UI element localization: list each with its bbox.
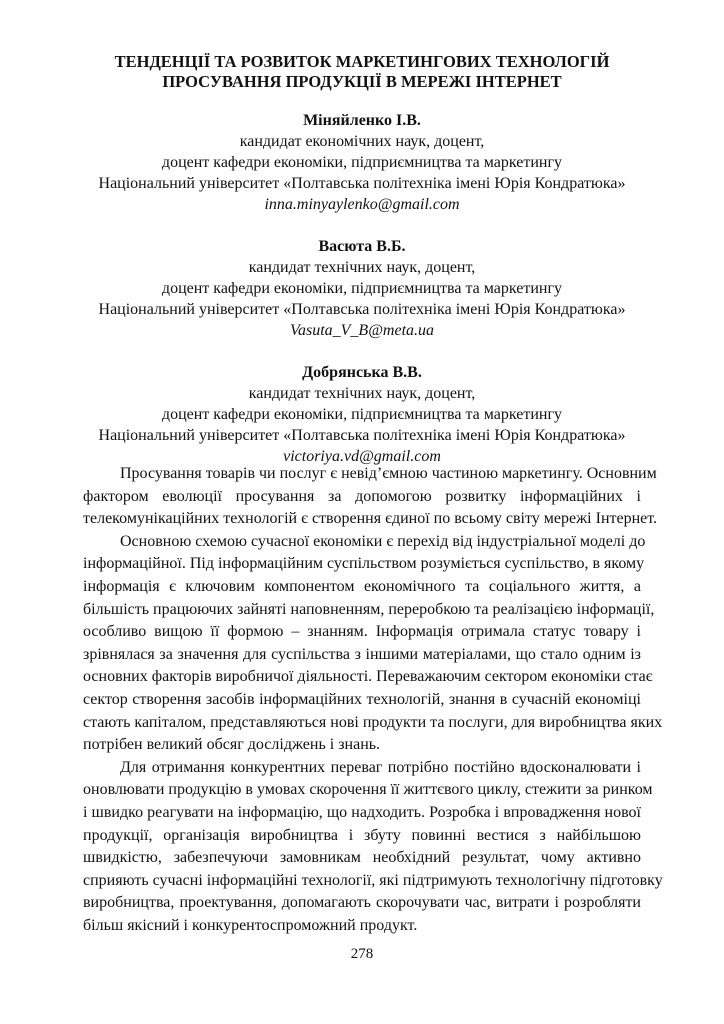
text-line: інформація є ключовим компонентом економічного та соціального життя, а bbox=[83, 577, 641, 595]
text-line: потрібен великий обсяг досліджень і знань. bbox=[83, 736, 381, 754]
text-line: Для отримання конкурентних переваг потрібно постійно вдосконалювати і bbox=[120, 758, 641, 776]
author-email[interactable]: Vasuta_V_B@meta.ua bbox=[289, 322, 435, 339]
text-line: інформаційної. Під інформаційним суспільством розуміється суспільство, в якому bbox=[83, 555, 645, 573]
author-name: Добрянська В.В. bbox=[302, 364, 422, 381]
author-degree: кандидат технічних наук, доцент, bbox=[248, 259, 476, 276]
text-line: фактором еволюції просування за допомогою розвитку інформаційних і bbox=[83, 487, 641, 505]
paragraph bbox=[83, 463, 658, 531]
article-body bbox=[83, 463, 663, 937]
text-line: більш якісний і конкурентоспроможний продукт. bbox=[83, 916, 418, 934]
text-line: і швидко реагувати на інформацію, що надходить. Розробка і впровадження нової bbox=[83, 803, 641, 821]
author-name: Васюта В.Б. bbox=[318, 238, 406, 255]
text-line: особливо вищою її формою – знанням. Інформація отримала статус товару і bbox=[83, 623, 641, 641]
author-block bbox=[0, 362, 724, 467]
paragraph bbox=[83, 531, 663, 757]
author-position: доцент кафедри економіки, підприємництва та маркетингу bbox=[161, 406, 563, 423]
author-list bbox=[0, 110, 724, 488]
article-title bbox=[0, 52, 724, 92]
text-line: Основною схемою сучасної економіки є перехід від індустріальної моделі до bbox=[120, 532, 646, 550]
author-block bbox=[0, 110, 724, 215]
author-org: Національний університет «Полтавська політехніка імені Юрія Кондратюка» bbox=[98, 301, 626, 318]
author-name: Міняйленко І.В. bbox=[303, 112, 421, 129]
text-line: зрівнялася за значення для суспільства з іншими матеріалами, що стало одним із bbox=[83, 645, 641, 663]
text-line: сектор створення засобів інформаційних технологій, знання в сучасній економіці bbox=[83, 690, 641, 708]
text-line: Просування товарів чи послуг є невід’ємною частиною маркетингу. Основним bbox=[120, 465, 657, 482]
author-org: Національний університет «Полтавська політехніка імені Юрія Кондратюка» bbox=[98, 427, 626, 444]
author-degree: кандидат економічних наук, доцент, bbox=[239, 133, 485, 150]
author-block bbox=[0, 236, 724, 341]
page-number: 278 bbox=[350, 946, 374, 962]
title-line: ТЕНДЕНЦІЇ ТА РОЗВИТОК МАРКЕТИНГОВИХ ТЕХНОЛОГІЙ bbox=[114, 52, 610, 71]
text-line: швидкістю, забезпечуючи замовникам необхідний результат, чому активно bbox=[83, 849, 641, 867]
author-email[interactable]: victoriya.vd@gmail.com bbox=[283, 448, 441, 465]
text-line: сприяють сучасні інформаційні технології, які підтримують технологічну підготовку bbox=[83, 871, 663, 889]
text-line: оновлювати продукцію в умовах скорочення її життєвого циклу, стежити за ринком bbox=[83, 781, 653, 799]
text-line: основних факторів виробничої діяльності. Переважаючим сектором економіки стає bbox=[83, 668, 653, 686]
author-degree: кандидат технічних наук, доцент, bbox=[248, 385, 476, 402]
title-line: ПРОСУВАННЯ ПРОДУКЦІЇ В МЕРЕЖІ ІНТЕРНЕТ bbox=[162, 72, 562, 91]
text-line: виробництва, проектування, допомагають скорочувати час, витрати і розробляти bbox=[83, 894, 641, 912]
text-line: більшість працюючих зайняті наповненням, переробкою та реалізацією інформації, bbox=[83, 600, 655, 618]
author-org: Національний університет «Полтавська політехніка імені Юрія Кондратюка» bbox=[98, 175, 626, 192]
paragraph bbox=[83, 757, 663, 938]
author-position: доцент кафедри економіки, підприємництва та маркетингу bbox=[161, 280, 563, 297]
text-line: стають капіталом, представляються нові продукти та послуги, для виробництва яких bbox=[83, 713, 663, 731]
text-line: продукції, організація виробництва і збуту повинні вестися з найбільшою bbox=[83, 826, 641, 844]
author-position: доцент кафедри економіки, підприємництва та маркетингу bbox=[161, 154, 563, 171]
author-email[interactable]: inna.minyaylenko@gmail.com bbox=[264, 196, 460, 213]
text-line: телекомунікаційних технологій є створення єдиної по всьому світу мережі Інтернет. bbox=[83, 510, 658, 528]
